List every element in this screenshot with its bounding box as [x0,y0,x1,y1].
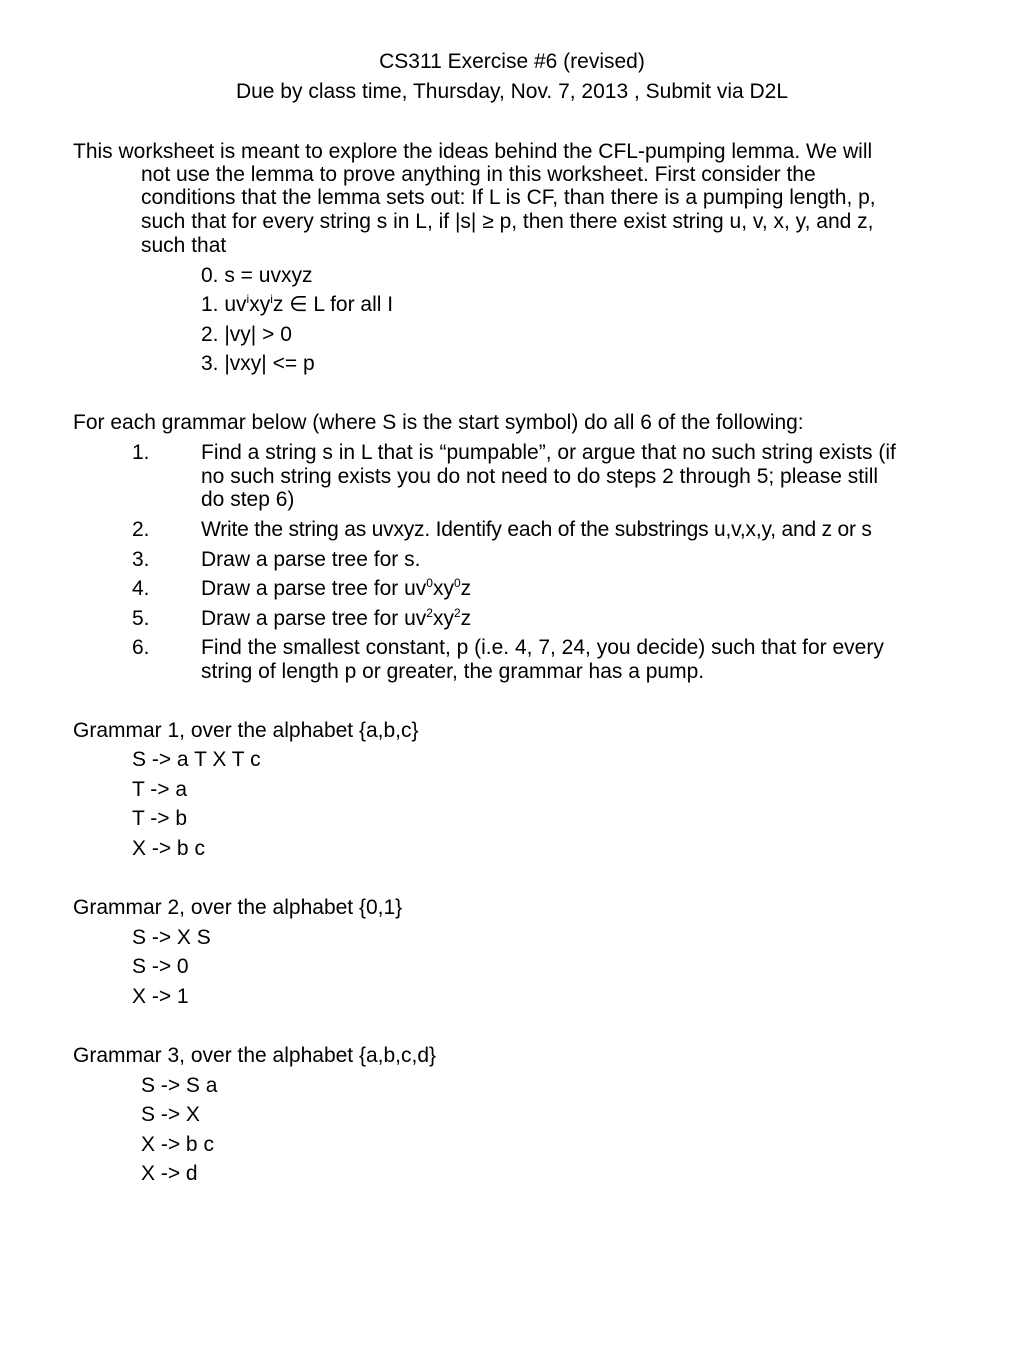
grammar-3-title: Grammar 3, over the alphabet {a,b,c,d} [73,1044,437,1067]
step-1-line-3: do step 6) [201,488,295,511]
step-1-line-1: Find a string s in L that is “pumpable”, or argue that no such string exists (if [201,441,896,464]
step-2-line: Write the string as uvxyz. Identify each of the substrings u,v,x,y, and z or s [201,518,872,541]
grammar-2-rule: S -> 0 [132,955,189,978]
intro-line-1: This worksheet is meant to explore the ideas behind the CFL-pumping lemma. We will [73,140,873,163]
step-5-line: Draw a parse tree for $uv^2xy^2z$ [201,606,472,630]
step-3-number: 3. [132,548,150,571]
grammar-3-rule: X -> b c [141,1133,214,1156]
step-5-number: 5. [132,607,150,630]
step-1-number: 1. [132,441,150,464]
step-4-number: 4. [132,577,150,600]
due-date-line: Due by class time, Thursday, Nov. 7, 2013 , Submit via D2L [235,80,789,103]
step-1-line-2: no such string exists you do not need to do steps 2 through 5; please still [201,465,879,488]
step-3-line: Draw a parse tree for s. [201,548,421,571]
condition-0: 0. s = uvxyz [201,264,313,287]
intro-line-4: such that for every string s in L, if |s| ≥ p, then there exist string u, v, x, y, and z, [141,210,874,233]
step-4-line: Draw a parse tree for $uv^0xy^0z$ [201,576,472,600]
task-lead: For each grammar below (where S is the start symbol) do all 6 of the following: [73,411,804,434]
grammar-3-rule: X -> d [141,1162,198,1185]
intro-line-3: conditions that the lemma sets out: If L is CF, than there is a pumping length, p, [141,186,876,209]
grammar-1-rule: X -> b c [132,837,205,860]
intro-line-5: such that [141,234,227,257]
grammar-1-rule: S -> a T X T c [132,748,261,771]
grammar-3-rule: S -> S a [141,1074,218,1097]
condition-3: 3. |vxy| <= p [201,352,315,375]
condition-2: 2. |vy| > 0 [201,323,292,346]
grammar-3-rule: S -> X [141,1103,200,1126]
grammar-1-rule: T -> b [132,807,188,830]
step-6-line-2: string of length p or greater, the grammar has a pump. [201,660,705,683]
step-6-number: 6. [132,636,150,659]
grammar-1-rule: T -> a [132,778,188,801]
condition-1: 1. $uv^ixy^iz$ ∈ L for all I [201,292,394,316]
grammar-2-rule: S -> X S [132,926,211,949]
page-title: CS311 Exercise #6 (revised) [379,50,645,73]
step-2-number: 2. [132,518,150,541]
intro-line-2: not use the lemma to prove anything in this worksheet. First consider the [141,163,816,186]
grammar-1-title: Grammar 1, over the alphabet {a,b,c} [73,719,419,742]
grammar-2-title: Grammar 2, over the alphabet {0,1} [73,896,403,919]
grammar-2-rule: X -> 1 [132,985,189,1008]
step-6-line-1: Find the smallest constant, p (i.e. 4, 7, 24, you decide) such that for every [201,636,884,659]
